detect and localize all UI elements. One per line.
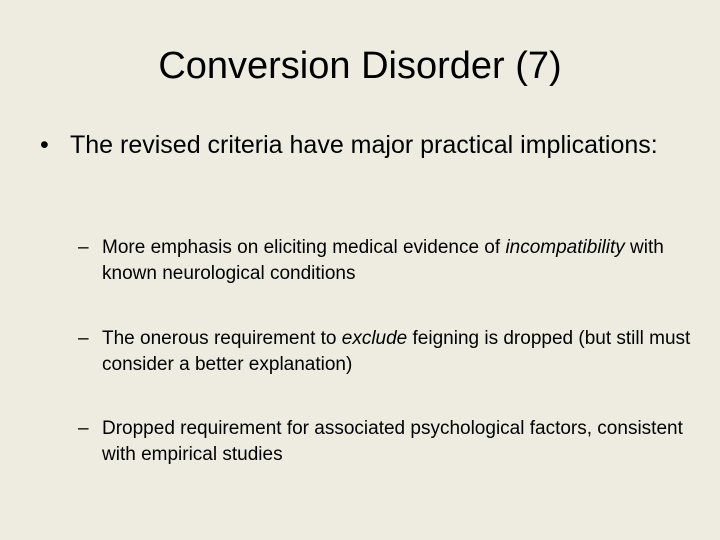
dash-marker: – (78, 328, 89, 349)
subpoint-emphasis: incompatibility (505, 237, 625, 258)
subpoint-text (78, 326, 698, 378)
dash-marker: – (78, 237, 89, 258)
dash-marker: – (78, 418, 89, 439)
subpoint-text-part: The onerous requirement to (102, 328, 342, 349)
subpoint-text-part: More emphasis on eliciting medical evidence of (102, 237, 506, 258)
bullet-marker: • (40, 131, 49, 159)
subpoint-text-part: Dropped requirement for associated psychological factors, consistent with empirical studies (102, 418, 683, 465)
slide-title: Conversion Disorder (7) (158, 45, 562, 87)
main-bullet (40, 130, 660, 160)
subpoint-2 (78, 326, 698, 378)
main-bullet-text: The revised criteria have major practical implications: (70, 131, 658, 159)
subpoint-1 (78, 235, 698, 287)
subpoint-emphasis: exclude (341, 328, 408, 349)
subpoint-text (78, 416, 698, 468)
subpoint-text-part: feigning is dropped (but still must consider a better explanation) (102, 328, 691, 375)
subpoint-text-part: with known neurological conditions (102, 237, 664, 284)
subpoint-3 (78, 416, 698, 468)
subpoint-text (78, 235, 698, 287)
